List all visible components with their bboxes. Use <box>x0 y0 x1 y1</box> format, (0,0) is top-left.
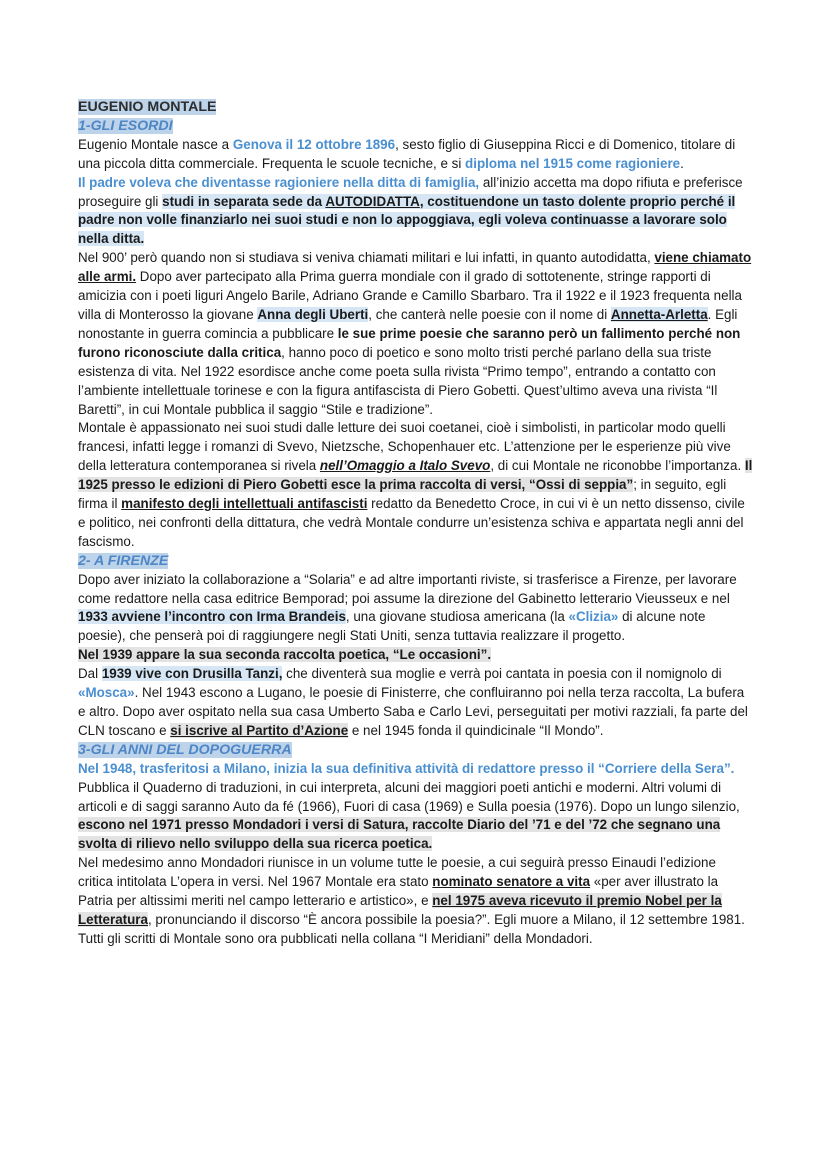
document-body <box>78 98 754 949</box>
text: Dopo aver partecipato alla Prima guerra mondiale con il grado di sottotenente, stringe rapporti di amicizia con i poeti liguri Angelo Barile, Adriano Grande e Camillo Sbarbaro. Tra il 1922 e il 1923 frequenta nella villa di Monterosso la giovane <box>78 269 742 322</box>
highlight-text: Annetta-Arletta <box>610 306 708 322</box>
highlight-text: si iscrive al Partito d’Azione <box>170 722 349 738</box>
text: all’inizio accetta ma dopo rifiuta e preferisce proseguire gli <box>78 174 743 209</box>
paragraph-nobel <box>78 854 754 949</box>
highlight-text: studi in separata sede da <box>162 193 326 209</box>
paragraph-firenze <box>78 571 754 647</box>
text: . Nel 1943 escono a Lugano, le poesie di Finisterre, che confluiranno poi nella terza raccolta, La bufera e altro. Dopo aver ospitato nella sua casa Umberto Saba e Carlo Levi, perseguitati per motivi razziali, fa parte del CLN toscano e <box>78 685 748 738</box>
highlight-text: Nel 1948, trasferitosi a Milano, inizia la sua definitiva attività di redattore presso il “Corriere della Sera”. <box>78 760 735 776</box>
highlight-text: nel 1975 aveva ricevuto il premio Nobel per la Letteratura <box>78 893 722 927</box>
highlight-text: AUTODIDATTA <box>325 193 420 209</box>
highlight-text: Il 1925 presso le edizioni di Piero Gobetti esce la prima raccolta di versi, “Ossi di seppia” <box>78 458 753 493</box>
text: Nel medesimo anno Mondadori riunisce in un volume tutte le poesie, a cui seguirà presso Einaudi l’edizione critica intitolata L’opera in versi. Nel 1967 Montale era stato <box>78 855 716 890</box>
highlight-text: diploma nel 1915 come ragioniere <box>465 155 681 171</box>
section-heading-line <box>78 117 754 136</box>
paragraph-occasioni <box>78 646 754 665</box>
highlight-text: 1939 vive con Drusilla Tanzi, <box>101 666 283 682</box>
paragraph-birth <box>78 136 754 174</box>
text: , una giovane studiosa americana (la <box>345 609 569 625</box>
text: , hanno poco di poetico e sono molto tristi perché parlano della sua triste esistenza di vita. Nel 1922 esordisce anche come poeta sulla rivista “Primo tempo”, entrando a contatto con l’ambiente intellettuale torinese e con la figura antifascista di Piero Gobetti. Quest’ultimo aveva una rivista “Il Baretti”, in cui Montale pubblica il saggio “Stile e tradizione”. <box>78 344 718 417</box>
text: . Egli nonostante in guerra comincia a pubblicare <box>78 306 738 341</box>
paragraph-military <box>78 249 754 419</box>
section-heading-firenze: 2- A FIRENZE <box>78 552 169 569</box>
highlight-text: Anna degli Uberti <box>257 306 369 322</box>
text: Nel 900’ però quando non si studiava si veniva chiamati militari e lui infatti, in quanto autodidatta, <box>78 250 655 266</box>
text: Montale è appassionato nei suoi studi dalle letture dei suoi coetanei, cioè i simbolisti, in particolar modo quelli francesi, infatti legge i romanzi di Svevo, Nietzsche, Schopenhauer etc. L’attenzione per le esperienze più vive della letteratura contemporanea si rivela <box>78 420 731 474</box>
section-heading-line <box>78 741 754 760</box>
highlight-text: Genova il 12 ottobre 1896 <box>232 136 396 152</box>
paragraph-drusilla <box>78 665 754 741</box>
text: Eugenio Montale nasce a <box>78 136 233 152</box>
text: , sesto figlio di Giuseppina Ricci e di Domenico, titolare di una piccola ditta commerciale. Frequenta le scuole tecniche, e si <box>78 136 736 171</box>
highlight-text: viene chiamato alle armi. <box>78 250 752 285</box>
document-title: EUGENIO MONTALE <box>78 99 217 115</box>
paragraph-satura <box>78 779 754 855</box>
highlight-text: «Mosca» <box>78 685 135 701</box>
highlight-text: Il padre voleva che diventasse ragioniere nella ditta di famiglia, <box>78 174 480 190</box>
text: Dal <box>78 666 102 682</box>
highlight-text: 1933 avviene l’incontro con Irma Brandeis <box>78 609 346 625</box>
section-heading-line <box>78 552 754 571</box>
paragraph-milano <box>78 760 754 779</box>
text: , di cui Montale ne riconobbe l’importanza. <box>490 458 745 474</box>
highlight-text: escono nel 1971 presso Mondadori i versi di Satura, raccolte Diario del ’71 e del ’72 che segnano una svolta di rilievo nello sviluppo della sua ricerca poetica. <box>78 817 721 852</box>
paragraph-father <box>78 174 754 250</box>
highlight-text: , costituendone un tasto dolente proprio perché il padre non volle finanziarlo nei suoi studi e non lo appoggiava, egli voleva continuasse a lavorare solo nella ditta. <box>78 193 736 247</box>
text: «per aver illustrato la Patria per altissimi meriti nel campo letterario e artistico», e <box>78 874 719 909</box>
section-heading-dopoguerra: 3-GLI ANNI DEL DOPOGUERRA <box>78 741 292 758</box>
text: Dopo aver iniziato la collaborazione a “Solaria” e ad altre importanti riviste, si trasferisce a Firenze, per lavorare come redattore nella casa editrice Bemporad; poi assume la direzione del Gabinetto letterario Vieusseux e nel <box>78 571 737 606</box>
highlight-text: le sue prime poesie che saranno però un fallimento perché non furono riconosciute dalla critica <box>78 325 741 360</box>
highlight-text: Nel 1939 appare la sua seconda raccolta poetica, “Le occasioni”. <box>78 647 492 663</box>
highlight-text: nell’Omaggio a Italo Svevo <box>319 458 491 474</box>
highlight-text: nominato senatore a vita <box>432 874 591 890</box>
highlight-text: «Clizia» <box>568 609 619 625</box>
document-title-line <box>78 98 754 117</box>
text: , che canterà nelle poesie con il nome di <box>368 306 611 322</box>
text: di alcune note poesie), che penserà poi di raggiungere negli Stati Uniti, senza tuttavia realizzare il progetto. <box>78 609 706 644</box>
section-heading-esordi: 1-GLI ESORDI <box>78 117 173 134</box>
text: . <box>680 155 684 171</box>
text: , pronunciando il discorso “È ancora possibile la poesia?”. Egli muore a Milano, il 12 settembre 1981. Tutti gli scritti di Montale sono ora pubblicati nella collana “I Meridiani” della Mondadori. <box>78 911 745 946</box>
text: ; in seguito, egli firma il <box>78 477 727 512</box>
text: che diventerà sua moglie e verrà poi cantata in poesia con il nomignolo di <box>282 666 722 682</box>
text: e nel 1945 fonda il quindicinale “Il Mondo”. <box>348 722 604 738</box>
text: Pubblica il Quaderno di traduzioni, in cui interpreta, alcuni dei maggiori poeti antichi e moderni. Altri volumi di articoli e di saggi saranno Auto da fé (1966), Fuori di casa (1969) e Sulla poesia (1976). Dopo un lungo silenzio, <box>78 779 740 814</box>
text: redatto da Benedetto Croce, in cui vi è un netto dissenso, civile e politico, nei confronti della dittatura, che vedrà Montale condurre un’esistenza schiva e appartata negli anni del fascismo. <box>78 496 745 549</box>
highlight-text: manifesto degli intellettuali antifascisti <box>121 496 368 512</box>
paragraph-studies <box>78 419 754 551</box>
